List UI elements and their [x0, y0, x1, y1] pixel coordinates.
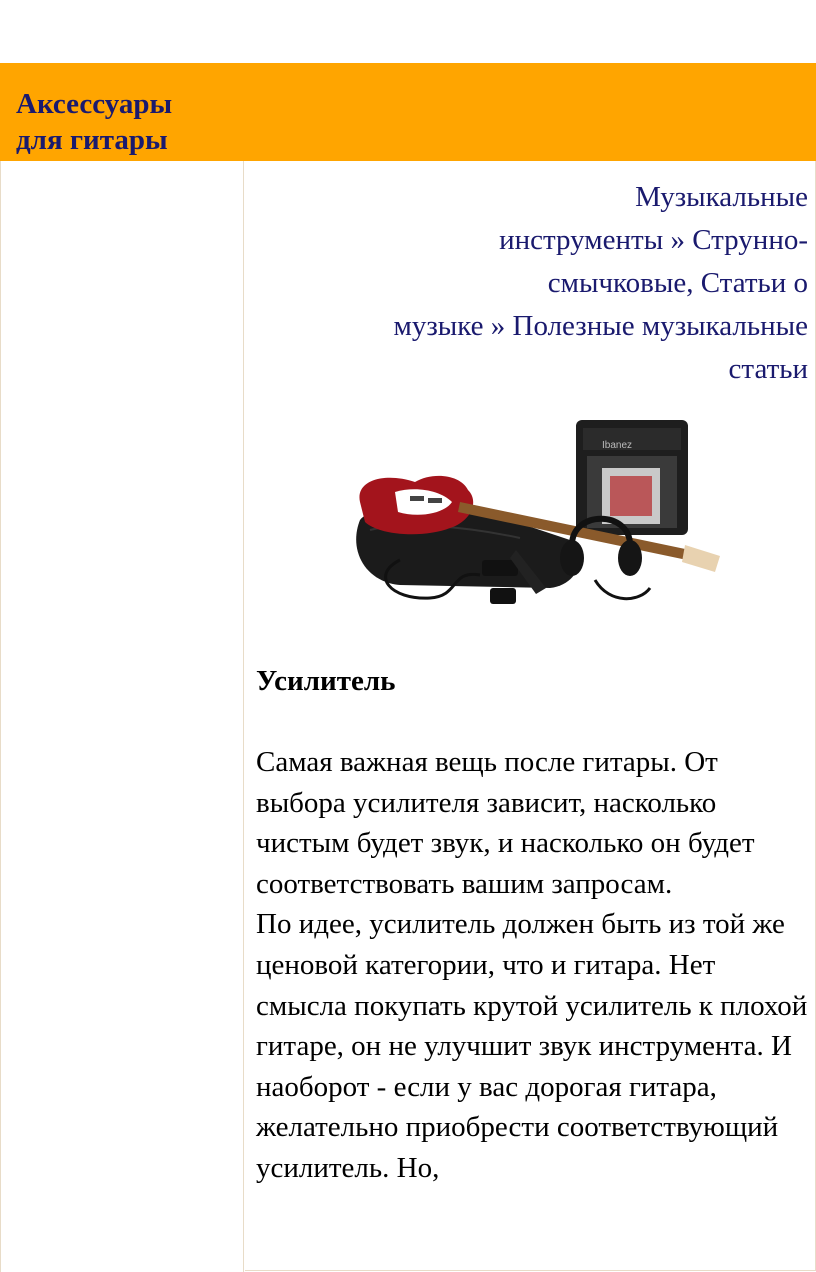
breadcrumb-separator: »	[490, 310, 506, 342]
breadcrumb-link-useful-articles[interactable]: Полезные музыкальные	[512, 310, 808, 342]
left-column	[0, 161, 244, 1272]
article-paragraph: По идее, усилитель должен быть из той же ценовой категории, что и гитара. Нет смысла покупать крутой усилитель к плохой гитаре, он не улучшит звук инструмента. И наоборот - если у вас дорогая гитара, желательно приобрести соответствующий усилитель. Но,	[256, 908, 808, 1184]
breadcrumb-link-instruments[interactable]: инструменты	[499, 224, 664, 256]
breadcrumb-link-music[interactable]: музыке	[393, 310, 484, 342]
breadcrumb-link-strings[interactable]: Струнно-	[692, 224, 808, 256]
guitar-kit-photo	[340, 410, 730, 630]
breadcrumb	[288, 176, 808, 391]
breadcrumb-link-bowed[interactable]: смычковые, Статьи о	[547, 267, 808, 299]
page-title	[16, 86, 236, 158]
page-title-line1: Аксессуары	[16, 88, 173, 120]
article-paragraph: Самая важная вещь после гитары. От выбора усилителя зависит, насколько чистым будет звук, и насколько он будет соответствовать вашим запросам.	[256, 746, 755, 900]
breadcrumb-link-articles[interactable]: статьи	[728, 353, 808, 385]
amp-brand-label: Ibanez	[602, 440, 633, 451]
section-heading: Усилитель	[256, 665, 396, 697]
breadcrumb-separator: »	[670, 224, 685, 256]
page-title-line2: для гитары	[16, 124, 168, 156]
article-body	[256, 742, 812, 1189]
breadcrumb-link-musical-instruments[interactable]: Музыкальные	[635, 181, 808, 213]
